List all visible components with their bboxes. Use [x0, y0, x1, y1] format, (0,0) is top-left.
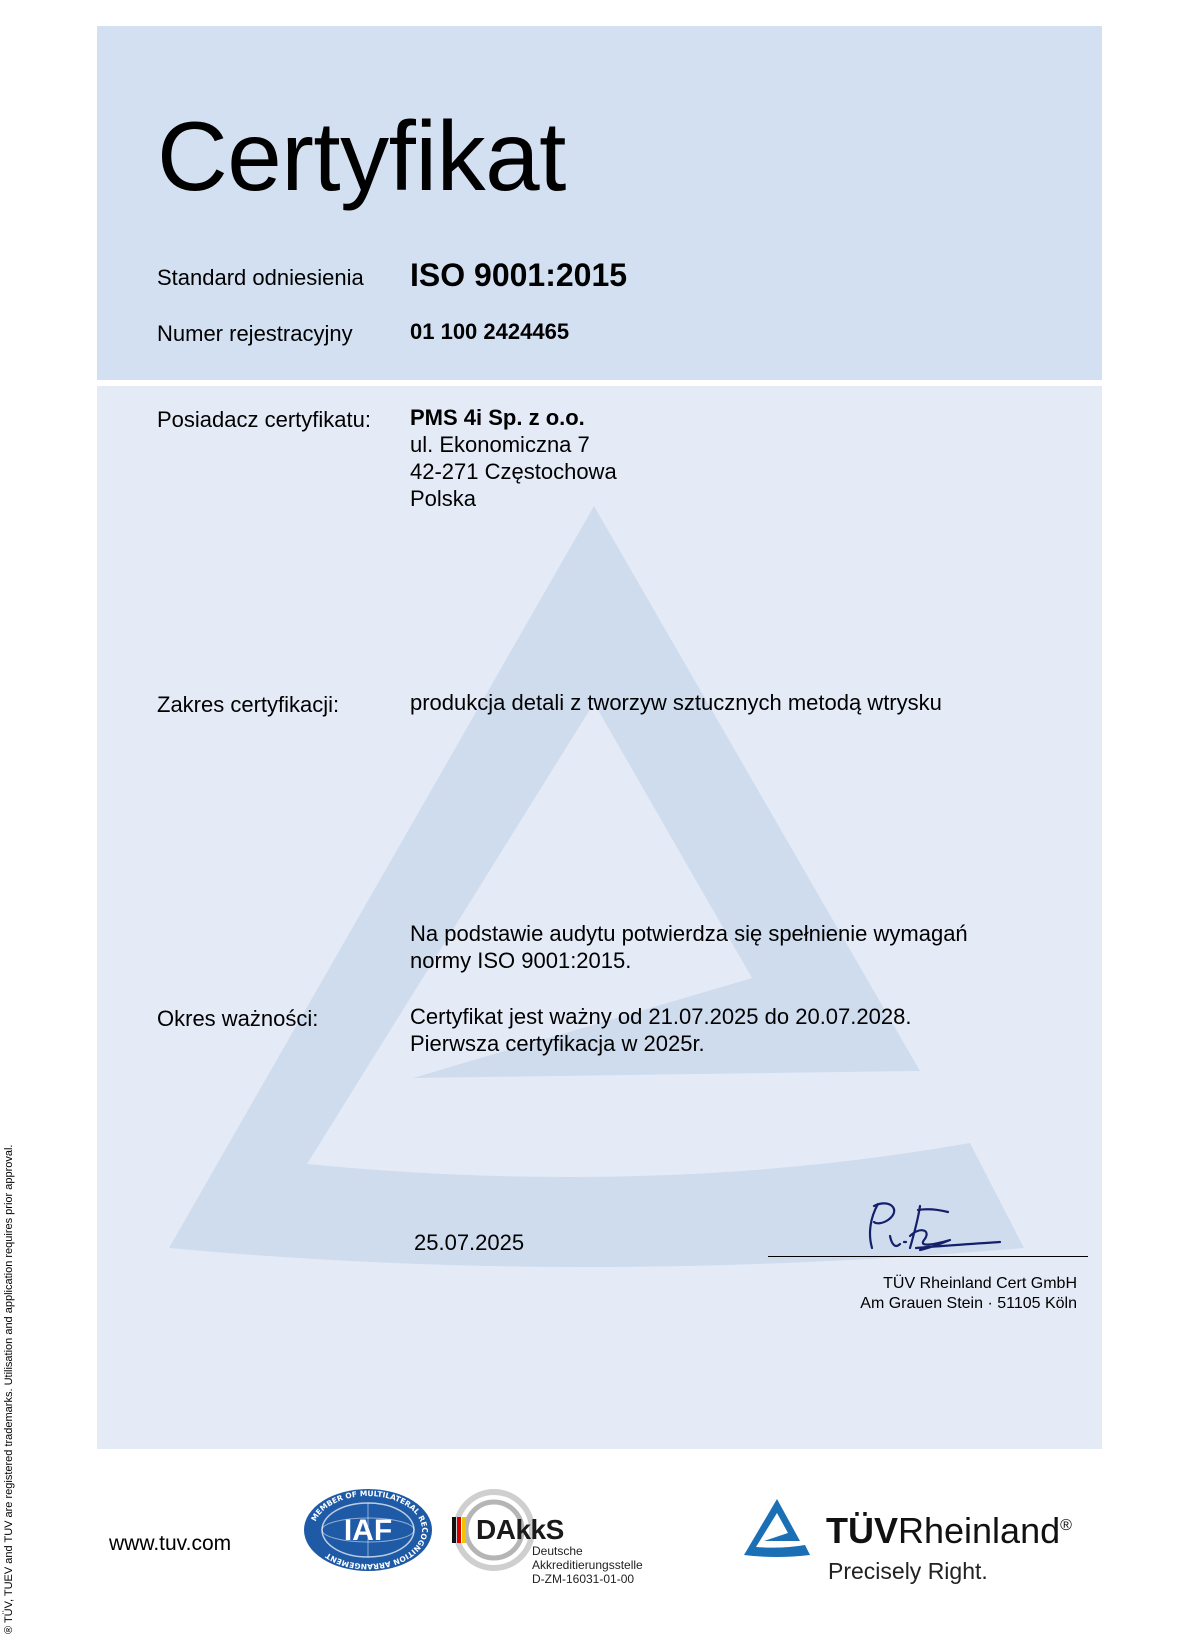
issuer-block	[860, 1274, 1077, 1314]
holder-name: PMS 4i Sp. z o.o.	[410, 405, 585, 430]
dakks-name: DAkkS	[476, 1514, 564, 1545]
tuv-slogan: Precisely Right.	[828, 1558, 988, 1584]
issuer-name: TÜV Rheinland Cert GmbH	[883, 1275, 1077, 1292]
signature-icon	[860, 1196, 1010, 1256]
issue-date: 25.07.2025	[414, 1230, 525, 1255]
holder-block	[410, 404, 617, 512]
tuv-triangle-logo-icon	[742, 1497, 812, 1561]
website-link[interactable]: www.tuv.com	[109, 1532, 232, 1555]
validity-label: Okres ważności:	[157, 1006, 319, 1031]
signature-line	[768, 1256, 1088, 1257]
audit-statement-line2: normy ISO 9001:2015.	[410, 948, 632, 973]
validity-line1: Certyfikat jest ważny od 21.07.2025 do 20.07.2028.	[410, 1004, 912, 1029]
dakks-line3: D-ZM-16031-01-00	[532, 1572, 635, 1586]
dakks-line2: Akkreditierungsstelle	[532, 1558, 643, 1572]
standard-value: ISO 9001:2015	[410, 257, 628, 293]
trademark-note: ® TÜV, TUEV and TUV are registered trademarks. Utilisation and application requires prior approval.	[3, 1144, 15, 1634]
tuv-wordmark-regular: Rheinland	[898, 1510, 1061, 1551]
iaf-ring-text: MEMBER OF MULTILATERAL RECOGNITION ARRANGEMENT	[309, 1488, 430, 1572]
validity-block	[410, 1003, 911, 1057]
scope-label: Zakres certyfikacji:	[157, 692, 340, 717]
iaf-logo-icon	[302, 1487, 434, 1573]
tuv-wordmark-bold: TÜV	[826, 1510, 898, 1551]
dakks-line1: Deutsche	[532, 1544, 583, 1558]
holder-country: Polska	[410, 486, 477, 511]
registration-label: Numer rejestracyjny	[157, 321, 353, 346]
standard-label: Standard odniesienia	[157, 265, 364, 290]
registration-value: 01 100 2424465	[410, 319, 570, 344]
validity-line2: Pierwsza certyfikacja w 2025r.	[410, 1031, 705, 1056]
audit-statement	[410, 920, 968, 974]
tuv-rheinland-wordmark	[826, 1510, 1072, 1552]
certificate-title: Certyfikat	[157, 101, 566, 211]
audit-statement-line1: Na podstawie audytu potwierdza się spełnienie wymagań	[410, 921, 968, 946]
issuer-address: Am Grauen Stein · 51105 Köln	[860, 1295, 1077, 1312]
holder-street: ul. Ekonomiczna 7	[410, 432, 590, 457]
iaf-logo-text: IAF	[343, 1514, 393, 1547]
scope-value: produkcja detali z tworzyw sztucznych metodą wtrysku	[410, 690, 942, 715]
tuv-registered-mark: ®	[1060, 1517, 1072, 1534]
holder-label: Posiadacz certyfikatu:	[157, 407, 371, 432]
holder-city: 42-271 Częstochowa	[410, 459, 617, 484]
dakks-subtitle	[532, 1544, 643, 1586]
